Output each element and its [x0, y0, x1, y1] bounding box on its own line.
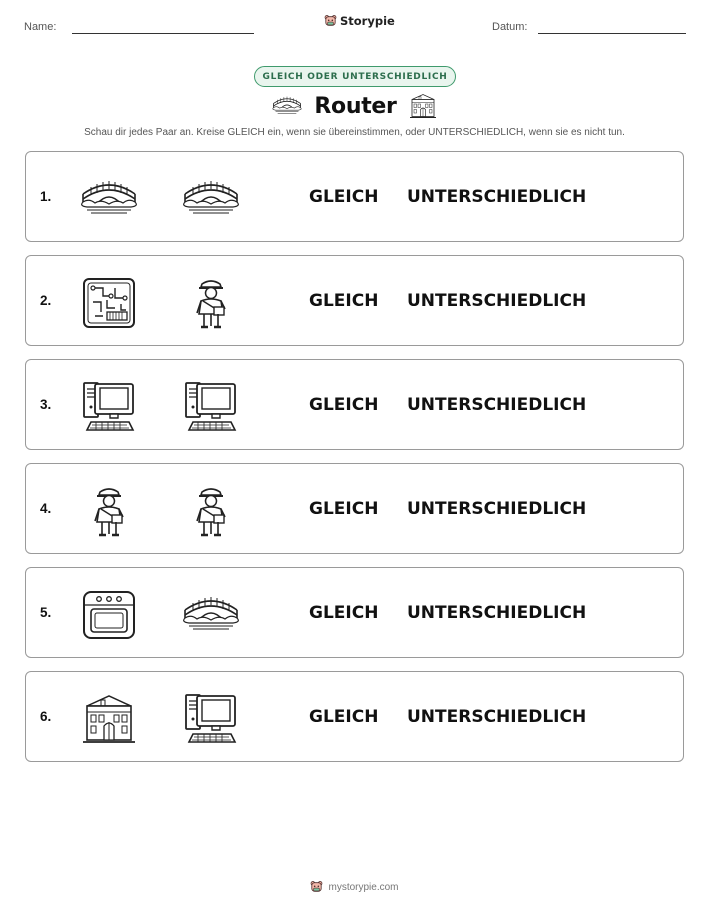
left-image	[81, 380, 137, 434]
left-image	[81, 276, 137, 330]
name-input-line[interactable]	[72, 33, 254, 34]
computer-icon	[183, 380, 239, 434]
question-row	[25, 255, 684, 346]
computer-icon	[183, 692, 239, 746]
right-image	[183, 276, 239, 330]
left-image	[81, 692, 137, 746]
question-number: 2.	[40, 293, 52, 308]
right-image	[183, 484, 239, 538]
left-image	[81, 172, 137, 226]
left-image	[81, 588, 137, 642]
right-image	[183, 172, 239, 226]
option-different[interactable]: UNTERSCHIEDLICH	[407, 395, 587, 415]
question-row	[25, 359, 684, 450]
circuit-board-icon	[81, 276, 137, 330]
option-same[interactable]: GLEICH	[309, 499, 379, 519]
question-number: 3.	[40, 397, 52, 412]
date-input-line[interactable]	[538, 33, 686, 34]
left-image	[81, 484, 137, 538]
page-title	[0, 92, 709, 120]
mail-carrier-icon	[81, 484, 137, 538]
mascot-icon	[310, 880, 323, 894]
bridge-icon	[272, 92, 302, 120]
option-different[interactable]: UNTERSCHIEDLICH	[407, 187, 587, 207]
option-different[interactable]: UNTERSCHIEDLICH	[407, 499, 587, 519]
question-number: 6.	[40, 709, 52, 724]
name-label: Name:	[24, 21, 57, 33]
question-number: 4.	[40, 501, 52, 516]
option-different[interactable]: UNTERSCHIEDLICH	[407, 603, 587, 623]
bridge-icon	[183, 588, 239, 642]
footer-url[interactable]: mystorypie.com	[328, 881, 399, 893]
question-number: 5.	[40, 605, 52, 620]
question-row	[25, 151, 684, 242]
question-row	[25, 567, 684, 658]
computer-icon	[81, 380, 137, 434]
question-row	[25, 463, 684, 554]
question-number: 1.	[40, 189, 52, 204]
bridge-icon	[81, 172, 137, 226]
brand-logo	[324, 14, 395, 28]
mail-carrier-icon	[183, 484, 239, 538]
right-image	[183, 588, 239, 642]
option-same[interactable]: GLEICH	[309, 603, 379, 623]
option-same[interactable]: GLEICH	[309, 291, 379, 311]
title-text: Router	[314, 93, 397, 119]
building-icon	[81, 692, 137, 746]
mail-carrier-icon	[183, 276, 239, 330]
date-label: Datum:	[492, 21, 528, 33]
footer	[0, 880, 709, 894]
building-icon	[409, 92, 437, 120]
instructions: Schau dir jedes Paar an. Kreise GLEICH ein, wenn sie übereinstimmen, oder UNTERSCHIEDLICH, wenn sie es nicht tun.	[84, 127, 625, 138]
mascot-icon	[324, 14, 337, 28]
question-row	[25, 671, 684, 762]
bridge-icon	[183, 172, 239, 226]
option-different[interactable]: UNTERSCHIEDLICH	[407, 291, 587, 311]
option-same[interactable]: GLEICH	[309, 395, 379, 415]
brand-name: Storypie	[340, 14, 395, 28]
right-image	[183, 380, 239, 434]
option-same[interactable]: GLEICH	[309, 707, 379, 727]
activity-type-badge: GLEICH ODER UNTERSCHIEDLICH	[254, 66, 456, 87]
option-same[interactable]: GLEICH	[309, 187, 379, 207]
option-different[interactable]: UNTERSCHIEDLICH	[407, 707, 587, 727]
oven-icon	[81, 588, 137, 642]
right-image	[183, 692, 239, 746]
